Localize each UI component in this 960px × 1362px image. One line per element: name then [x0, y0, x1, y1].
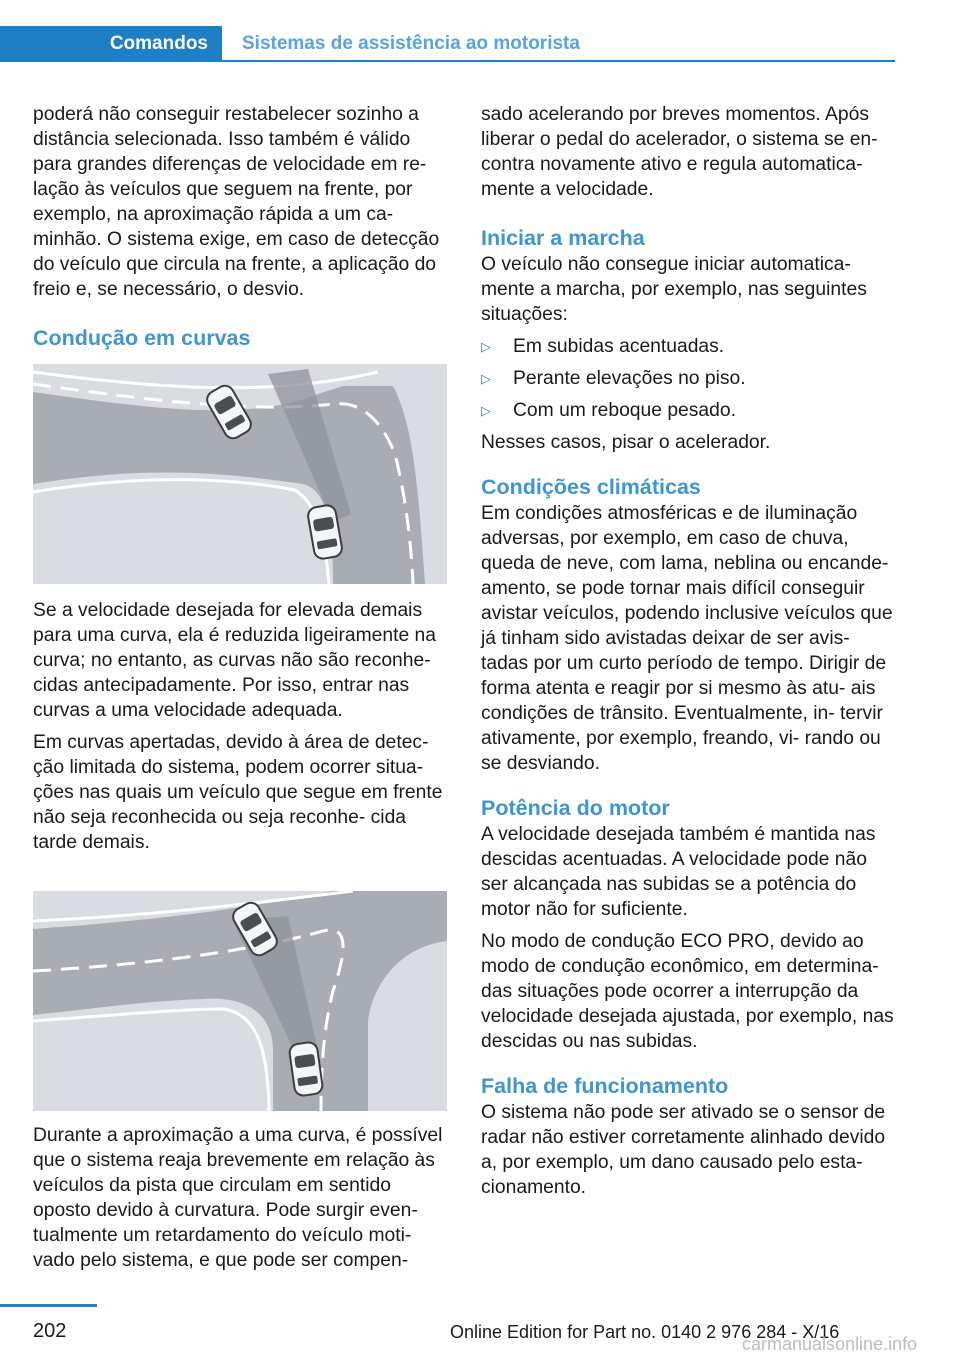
paragraph: poderá não conseguir restabelecer sozinho a distância selecionada. Isso também é válido para grandes diferenças de velocidade em re‐ lação às veículos que seguem na frente, por exemplo, na aproximação rápida a um ca‐ minhão. O sistema exige, em caso de detecção do veículo que circula na frente, a aplicação do freio e, se necessário, o desvio. [33, 104, 440, 300]
curve-illustration-2 [33, 891, 447, 1111]
chapter-tab[interactable]: Comandos [0, 26, 222, 62]
watermark: carmanualsonline.info [742, 1334, 918, 1354]
paragraph: sado acelerando por breves momentos. Após liberar o pedal do acelerador, o sistema se en‐ contra novamente ativo e regula automatica‐ mente a velocidade. [481, 104, 878, 200]
heading-curves: Condução em curvas [33, 326, 251, 350]
list-item: ▷ Com um reboque pesado. [481, 400, 736, 421]
edition-note: Online Edition for Part no. 0140 2 976 284 - X/16 [450, 1322, 840, 1342]
section-tab[interactable]: Sistemas de assistência ao motorista [242, 33, 580, 54]
bullet-triangle-icon: ▷ [481, 371, 491, 386]
list-item: ▷ Em subidas acentuadas. [481, 336, 725, 357]
paragraph: O veículo não consegue iniciar automatica‐ mente a marcha, por exemplo, nas seguintes situações: [481, 254, 867, 325]
curve-illustration-1 [33, 364, 447, 584]
heading-fault: Falha de funcionamento [481, 1074, 729, 1098]
header-rule [0, 60, 895, 62]
curve-drawing-1 [33, 364, 447, 584]
paragraph: Nesses casos, pisar o acelerador. [481, 432, 771, 453]
bullet-triangle-icon: ▷ [481, 403, 491, 418]
right-column [481, 102, 897, 1207]
paragraph: Se a velocidade desejada for elevada demais para uma curva, ela é reduzida ligeiramente na curva; no entanto, as curvas não são reconhe‐ cidas antecipadamente. Por isso, entrar nas curvas a uma velocidade adequada. [33, 600, 436, 721]
paragraph: Em curvas apertadas, devido à área de detec‐ ção limitada do sistema, podem ocorrer situa‐ ções nas quais um veículo que segue em frente não seja reconhecida ou seja reconhe‐ cida tarde demais. [33, 732, 443, 853]
paragraph: O sistema não pode ser ativado se o sensor de radar não estiver corretamente alinhado devido a, por exemplo, um dano causado pelo esta‐ cionamento. [481, 1102, 886, 1198]
bullet-triangle-icon: ▷ [481, 339, 491, 354]
conditions-list [481, 334, 897, 423]
paragraph: Durante a aproximação a uma curva, é possível que o sistema reaja brevemente em relação às veículos da pista que circulam em sentido oposto devido à curvatura. Pode surgir even‐ tualmente um retardamento do veículo moti‐ vado pelo sistema, e que pode ser compen‐ [33, 1125, 443, 1271]
curve-drawing-2 [33, 891, 447, 1111]
heading-start: Iniciar a marcha [481, 226, 645, 250]
paragraph: No modo de condução ECO PRO, devido ao modo de condução econômico, em determina‐ das situações pode ocorrer a interrupção da velocidade desejada ajustada, por exemplo, nas descidas ou nas subidas. [481, 931, 894, 1052]
list-item: ▷ Perante elevações no piso. [481, 368, 746, 389]
paragraph: Em condições atmosféricas e de iluminação adversas, por exemplo, em caso de chuva, queda de neve, com lama, neblina ou encande‐ amento, se pode tornar mais difícil conseguir avistar veículos, podendo inclusive veículos que já tinham sido avistadas deixar de ser avis‐ tadas por um curto período de tempo. Dirigir de forma atenta e reagir por si mesmo às atu‐ ais condições de trânsito. Eventualmente, in‐ tervir ativamente, por exemplo, freando, vi‐ rando ou se desviando. [481, 503, 893, 774]
paragraph: A velocidade desejada também é mantida nas descidas acentuadas. A velocidade pode não ser alcançada nas subidas se a potência do motor não for suficiente. [481, 824, 876, 920]
heading-weather: Condições climáticas [481, 475, 701, 499]
page-number: 202 [33, 1320, 67, 1342]
footer-rule [0, 1304, 97, 1307]
heading-engine: Potência do motor [481, 796, 670, 820]
page-header [0, 0, 960, 64]
left-column [33, 102, 449, 1280]
